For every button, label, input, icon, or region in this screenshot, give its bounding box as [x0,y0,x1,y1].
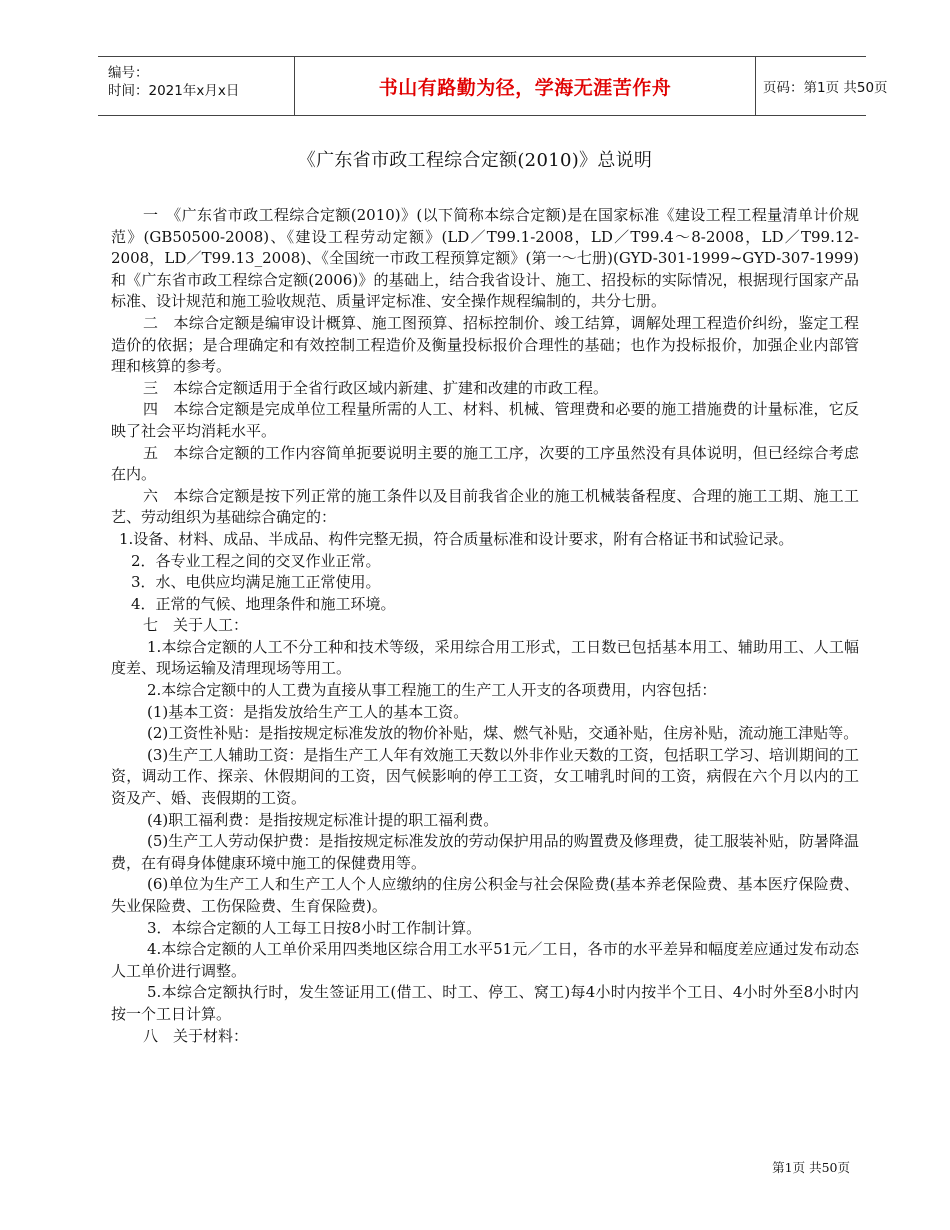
labor-item-2: 2.本综合定额中的人工费为直接从事工程施工的生产工人开支的各项费用，内容包括： [147,681,717,700]
document-title: 《广东省市政工程综合定额(2010)》总说明 [297,150,653,171]
page-footer-number: 第1页 共50页 [772,1160,850,1175]
section-materials-heading: 八 关于材料： [143,1026,249,1045]
list-item-2: 2．各专业工程之间的交叉作业正常。 [131,551,381,570]
labor-item-5: 5.本综合定额执行时，发生签证用工(借工、时工、停工、窝工)每4小时内按半个工日、4小时外至8小时内按一个工日计算。 [111,983,859,1023]
list-item-4: 4．正常的气候、地理条件和施工环境。 [131,594,396,613]
document-time-label: 时间：2021年x月x日 [108,83,240,99]
list-item-3: 3．水、电供应均满足施工正常使用。 [131,573,381,592]
labor-item-1: 1.本综合定额的人工不分工种和技术等级，采用综合用工形式，工日数已包括基本用工、辅助用工、人工幅度差、现场运输及清理现场等用工。 [111,637,859,678]
labor-subitem-1: (1)基本工资：是指发放给生产工人的基本工资。 [147,702,469,721]
document-body [111,205,859,1047]
header-page-cell [754,57,888,115]
page-header [98,56,888,116]
paragraph-3: 三 本综合定额适用于全省行政区域内新建、扩建和改建的市政工程。 [143,378,609,397]
list-item-1: 1.设备、材料、成品、半成品、构件完整无损，符合质量标准和设计要求，附有合格证书和试验记录。 [119,529,794,548]
paragraph-5: 五 本综合定额的工作内容简单扼要说明主要的施工工序，次要的工序虽然没有具体说明，但已经综合考虑在内。 [111,443,859,484]
labor-item-4: 4.本综合定额的人工单价采用四类地区综合用工水平51元／工日，各市的水平差异和幅度差应通过发布动态人工单价进行调整。 [111,940,859,980]
labor-subitem-6: (6)单位为生产工人和生产工人个人应缴纳的住房公积金与社会保险费(基本养老保险费、基本医疗保险费、失业保险费、工伤保险费、生育保险费)。 [111,875,859,915]
header-page-number: 页码：第1页 共50页 [763,80,888,96]
labor-item-3: 3．本综合定额的人工每工日按8小时工作制计算。 [147,918,482,937]
paragraph-4: 四 本综合定额是完成单位工程量所需的人工、材料、机械、管理费和必要的施工措施费的计量标准，它反映了社会平均消耗水平。 [111,400,859,440]
header-motto-cell [294,57,756,115]
header-motto: 书山有路勤为径，学海无涯苦作舟 [378,76,672,99]
header-meta [98,57,294,115]
document-number-label: 编号： [108,65,149,81]
labor-subitem-5: (5)生产工人劳动保护费：是指按规定标准发放的劳动保护用品的购置费及修理费，徒工服装补贴，防暑降温费，在有碍身体健康环境中施工的保健费用等。 [111,832,859,872]
section-labor-heading: 七 关于人工： [143,616,249,635]
paragraph-1: 一 《广东省市政工程综合定额(2010)》(以下简称本综合定额)是在国家标准《建设工程工程量清单计价规范》(GB50500-2008)、《建设工程劳动定额》(LD／T99.1-2008，LD／T99.4～8-2008，LD／T99.12-2008，LD／T99.13_2008)、《全国统一市政工程预算定额》(第一～七册)(GYD-301-1999~GYD-307-1999)和《广东省市政工程综合定额(2006)》的基础上，结合我省设计、施工、招投标的实际情况，根据现行国家产品标准、设计规范和施工验收规范、质量评定标准、安全操作规程编制的，共分七册。 [111,206,859,311]
labor-subitem-2: (2)工资性补贴：是指按规定标准发放的物价补贴，煤、燃气补贴，交通补贴，住房补贴，流动施工津贴等。 [147,724,859,743]
labor-subitem-3: (3)生产工人辅助工资：是指生产工人年有效施工天数以外非作业天数的工资，包括职工学习、培训期间的工资，调动工作、探亲、休假期间的工资，因气候影响的停工工资，女工哺乳时间的工资，病假在六个月以内的工资及产、婚、丧假期的工资。 [111,745,859,808]
paragraph-6: 六 本综合定额是按下列正常的施工条件以及目前我省企业的施工机械装备程度、合理的施工工期、施工工艺、劳动组织为基础综合确定的： [111,486,859,527]
paragraph-2: 二 本综合定额是编审设计概算、施工图预算、招标控制价、竣工结算，调解处理工程造价纠纷，鉴定工程造价的依据；是合理确定和有效控制工程造价及衡量投标报价合理性的基础；也作为投标报价，加强企业内部管理和核算的参考。 [111,313,859,376]
labor-subitem-4: (4)职工福利费：是指按规定标准计提的职工福利费。 [147,810,499,829]
